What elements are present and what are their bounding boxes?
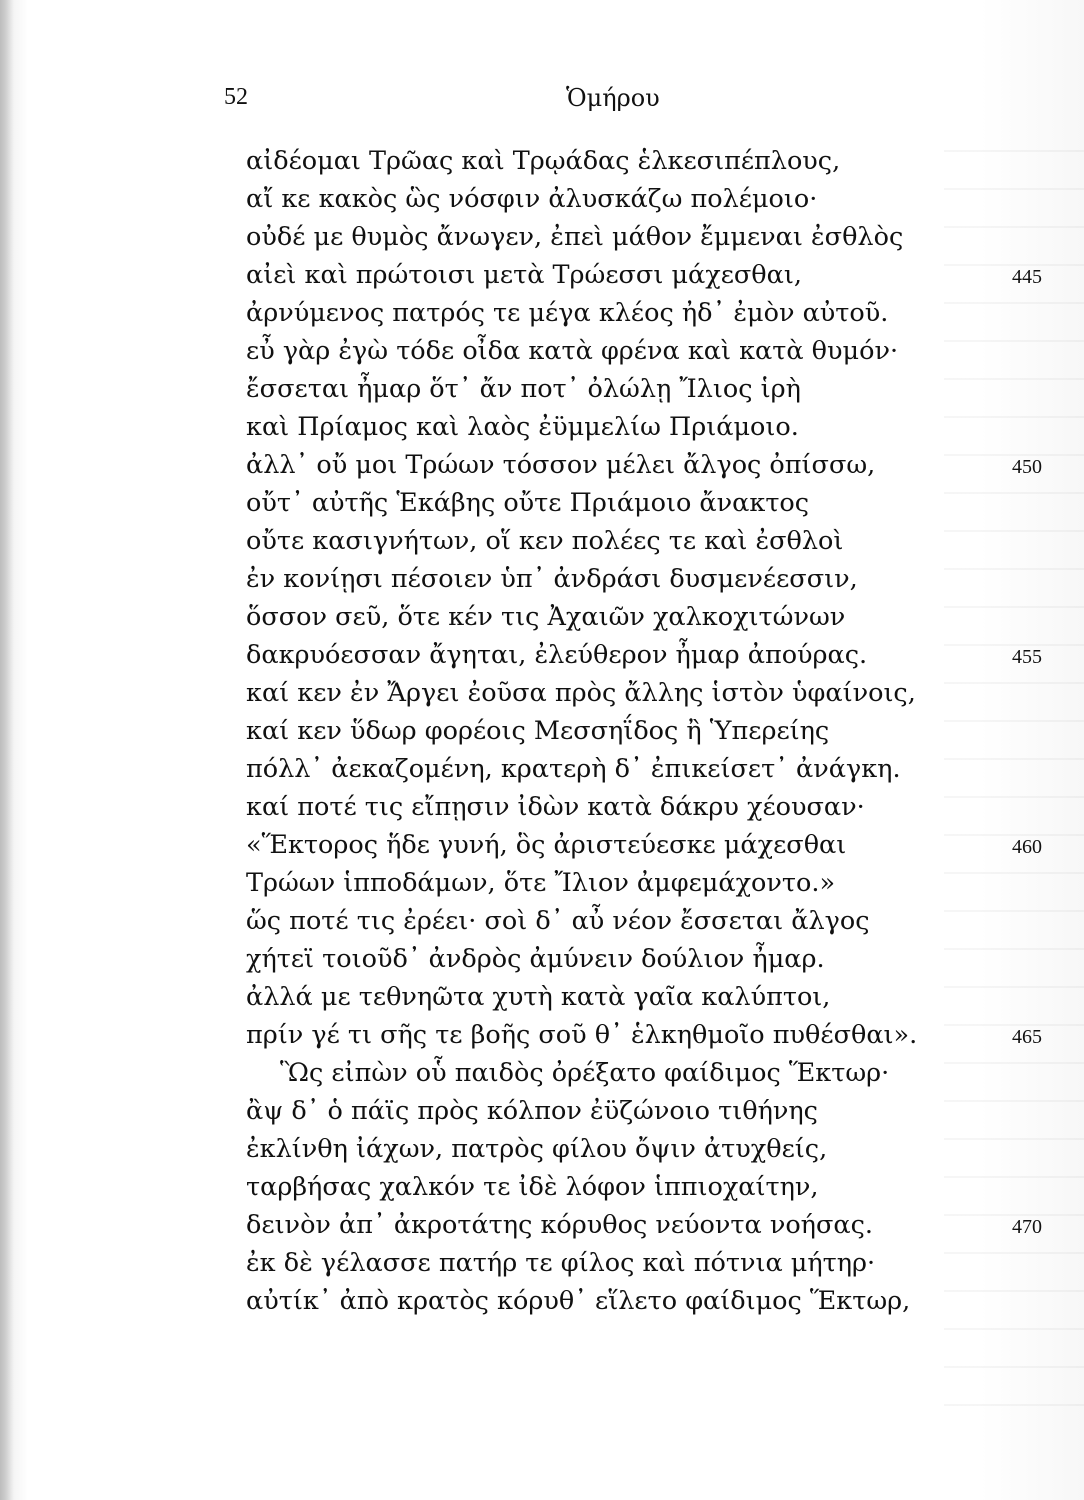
line-number: 465 bbox=[1012, 1026, 1042, 1048]
verse-text: καὶ Πρίαμος καὶ λαὸς ἐϋμμελίω Πριάμοιο. bbox=[246, 412, 799, 442]
verse-text: ταρβήσας χαλκόν τε ἰδὲ λόφον ἱππιοχαίτην, bbox=[246, 1172, 819, 1202]
verse-text: δακρυόεσσαν ἄγηται, ἐλεύθερον ἦμαρ ἀπούρας. bbox=[246, 640, 868, 670]
verse-block bbox=[230, 142, 1060, 1320]
verse-line bbox=[230, 826, 1060, 864]
verse-text: ἀλλ᾿ οὔ μοι Τρώων τόσσον μέλει ἄλγος ὀπίσσω, bbox=[246, 450, 876, 480]
page-number: 52 bbox=[224, 84, 248, 110]
verse-line bbox=[230, 940, 1060, 978]
verse-line bbox=[230, 1130, 1060, 1168]
verse-line bbox=[230, 408, 1060, 446]
verse-line bbox=[230, 712, 1060, 750]
verse-text: ἐκ δὲ γέλασσε πατήρ τε φίλος καὶ πότνια μήτηρ· bbox=[246, 1248, 876, 1278]
verse-text: «Ἕκτορος ἥδε γυνή, ὃς ἀριστεύεσκε μάχεσθαι bbox=[246, 830, 847, 860]
verse-text: αὐτίκ᾿ ἀπὸ κρατὸς κόρυθ᾿ εἵλετο φαίδιμος Ἕκτωρ, bbox=[246, 1286, 911, 1316]
line-number: 445 bbox=[1012, 266, 1042, 288]
verse-line bbox=[230, 636, 1060, 674]
verse-line bbox=[230, 522, 1060, 560]
verse-line bbox=[230, 370, 1060, 408]
verse-line bbox=[230, 1054, 1060, 1092]
line-number: 470 bbox=[1012, 1216, 1042, 1238]
verse-text: Ὣς εἰπὼν οὗ παιδὸς ὀρέξατο φαίδιμος Ἕκτωρ· bbox=[280, 1058, 890, 1088]
verse-text: οὐδέ με θυμὸς ἄνωγεν, ἐπεὶ μάθον ἔμμεναι ἐσθλὸς bbox=[246, 222, 904, 252]
verse-text: δεινὸν ἀπ᾿ ἀκροτάτης κόρυθος νεύοντα νοήσας. bbox=[246, 1210, 873, 1240]
verse-line bbox=[230, 332, 1060, 370]
verse-text: ἔσσεται ἦμαρ ὅτ᾿ ἄν ποτ᾿ ὀλώλῃ Ἴλιος ἱρὴ bbox=[246, 374, 801, 404]
verse-line bbox=[230, 256, 1060, 294]
line-number: 460 bbox=[1012, 836, 1042, 858]
verse-text: οὔτ᾿ αὐτῆς Ἑκάβης οὔτε Πριάμοιο ἄνακτος bbox=[246, 488, 810, 518]
verse-line bbox=[230, 978, 1060, 1016]
verse-text: καί κεν ἐν Ἄργει ἐοῦσα πρὸς ἄλλης ἱστὸν ὑφαίνοις, bbox=[246, 678, 916, 708]
verse-line bbox=[230, 294, 1060, 332]
verse-text: ἐκλίνθη ἰάχων, πατρὸς φίλου ὄψιν ἀτυχθείς, bbox=[246, 1134, 828, 1164]
verse-text: αἴ κε κακὸς ὣς νόσφιν ἀλυσκάζω πολέμοιο· bbox=[246, 184, 818, 214]
verse-line bbox=[230, 218, 1060, 256]
verse-line bbox=[230, 1016, 1060, 1054]
verse-line bbox=[230, 1244, 1060, 1282]
verse-text: Τρώων ἱπποδάμων, ὅτε Ἴλιον ἀμφεμάχοντο.» bbox=[246, 868, 836, 898]
line-number: 450 bbox=[1012, 456, 1042, 478]
verse-line bbox=[230, 598, 1060, 636]
verse-text: καί κεν ὕδωρ φορέοις Μεσσηΐδος ἢ Ὑπερείης bbox=[246, 716, 830, 746]
verse-text: ἀρνύμενος πατρός τε μέγα κλέος ἠδ᾿ ἐμὸν αὐτοῦ. bbox=[246, 298, 889, 328]
verse-line bbox=[230, 674, 1060, 712]
verse-line bbox=[230, 560, 1060, 598]
verse-text: οὔτε κασιγνήτων, οἵ κεν πολέες τε καὶ ἐσθλοὶ bbox=[246, 526, 844, 556]
verse-text: ἂψ δ᾿ ὁ πάϊς πρὸς κόλπον ἐϋζώνοιο τιθήνης bbox=[246, 1096, 818, 1126]
verse-line bbox=[230, 142, 1060, 180]
verse-line bbox=[230, 180, 1060, 218]
verse-text: πρίν γέ τι σῆς τε βοῆς σοῦ θ᾿ ἑλκηθμοῖο πυθέσθαι». bbox=[246, 1020, 918, 1050]
verse-line bbox=[230, 446, 1060, 484]
verse-line bbox=[230, 864, 1060, 902]
verse-text: ὥς ποτέ τις ἐρέει· σοὶ δ᾿ αὖ νέον ἔσσεται ἄλγος bbox=[246, 906, 870, 936]
running-title: Ὁμήρου bbox=[566, 84, 660, 112]
verse-text: αἰδέομαι Τρῶας καὶ Τρῳάδας ἑλκεσιπέπλους, bbox=[246, 146, 841, 176]
gutter-shadow bbox=[0, 0, 14, 1500]
verse-text: χήτεϊ τοιοῦδ᾿ ἀνδρὸς ἀμύνειν δούλιον ἦμαρ. bbox=[246, 944, 825, 974]
verse-line bbox=[230, 1206, 1060, 1244]
verse-text: εὖ γὰρ ἐγὼ τόδε οἶδα κατὰ φρένα καὶ κατὰ θυμόν· bbox=[246, 336, 899, 366]
verse-text: καί ποτέ τις εἴπῃσιν ἰδὼν κατὰ δάκρυ χέουσαν· bbox=[246, 792, 865, 822]
verse-line bbox=[230, 484, 1060, 522]
verse-line bbox=[230, 750, 1060, 788]
verse-line bbox=[230, 1092, 1060, 1130]
verse-text: αἰεὶ καὶ πρώτοισι μετὰ Τρώεσσι μάχεσθαι, bbox=[246, 260, 802, 290]
line-number: 455 bbox=[1012, 646, 1042, 668]
verse-text: ὅσσον σεῦ, ὅτε κέν τις Ἀχαιῶν χαλκοχιτώνων bbox=[246, 602, 846, 632]
verse-text: ἀλλά με τεθνηῶτα χυτὴ κατὰ γαῖα καλύπτοι, bbox=[246, 982, 831, 1012]
verse-text: πόλλ᾿ ἀεκαζομένη, κρατερὴ δ᾿ ἐπικείσετ᾿ ἀνάγκη. bbox=[246, 754, 901, 784]
verse-text: ἐν κονίῃσι πέσοιεν ὑπ᾿ ἀνδράσι δυσμενέεσσιν, bbox=[246, 564, 858, 594]
verse-line bbox=[230, 788, 1060, 826]
verse-line bbox=[230, 1282, 1060, 1320]
verse-line bbox=[230, 1168, 1060, 1206]
verse-line bbox=[230, 902, 1060, 940]
